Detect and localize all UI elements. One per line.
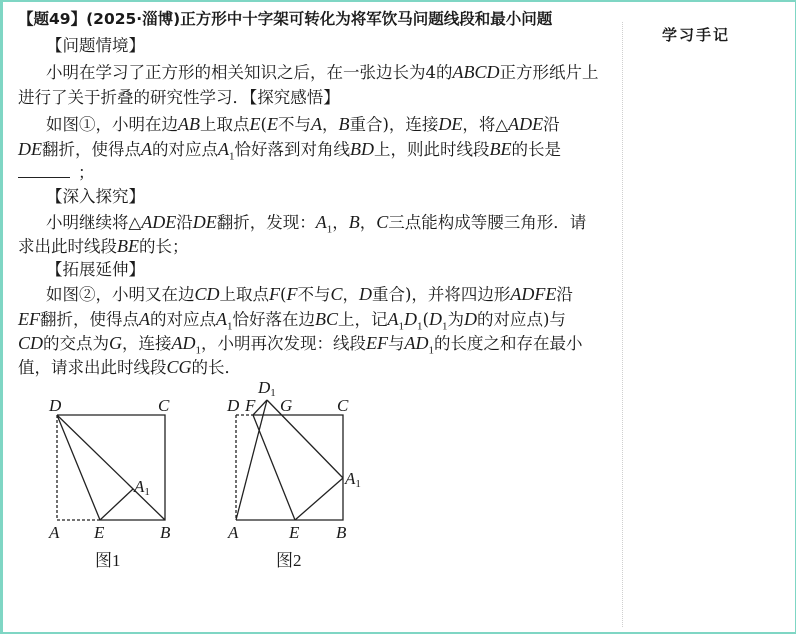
math-symbol: BE xyxy=(117,236,139,256)
math-symbol: DE xyxy=(438,114,463,134)
text-run: ( xyxy=(422,310,429,329)
math-symbol: ABCD xyxy=(452,62,500,82)
text-run: 的交点为 xyxy=(43,334,110,353)
text-run: 小明继续将△ xyxy=(46,213,142,232)
text-run: 【深入探究】 xyxy=(46,187,145,206)
text-run: 小明在学习了正方形的相关知识之后，在一张边长为4的 xyxy=(46,63,453,82)
math-symbol: $A_1$ xyxy=(218,139,235,163)
text-run: 上取点 xyxy=(200,115,250,134)
math-symbol: CD xyxy=(194,284,220,304)
fig1-label-b: B xyxy=(160,523,171,542)
text-run: 不与 xyxy=(277,115,311,134)
figure-2-caption: 图2 xyxy=(276,551,302,570)
text-run: 为 xyxy=(447,310,464,329)
text-run: 的对应点 xyxy=(150,310,216,329)
text-run: 恰好落到对角线 xyxy=(234,140,350,159)
math-symbol: EF xyxy=(366,333,389,353)
math-symbol: $A_1D_1$ xyxy=(387,309,423,333)
text-run: 【题49】(2025·淄博)正方形中十字架可转化为将军饮马问题线段和最小问题 xyxy=(18,10,553,28)
text-run: ， xyxy=(321,115,339,134)
math-symbol: CD xyxy=(18,333,44,353)
text-run: 翻折，使得点 xyxy=(42,140,141,159)
fig2-label-b: B xyxy=(336,523,347,542)
text-run: ，连接 xyxy=(122,334,172,353)
text-run: 求出此时线段 xyxy=(18,237,117,256)
math-symbol: A xyxy=(310,114,322,134)
math-symbol: F xyxy=(286,284,298,304)
text-run: 上，则此时线段 xyxy=(374,140,490,159)
math-symbol: ADE xyxy=(141,212,177,232)
text-run: 的长度之和存在最小 xyxy=(434,334,583,353)
math-symbol: EF xyxy=(18,309,40,329)
math-symbol: E xyxy=(249,114,261,134)
math-symbol: D xyxy=(358,284,372,304)
math-symbol: A xyxy=(141,139,152,159)
fig1-diagonal-bd xyxy=(57,415,165,520)
fig2-label-a1: A1 xyxy=(345,469,361,490)
math-symbol: CG xyxy=(166,357,192,377)
text-run: 的对应点)与 xyxy=(476,310,566,329)
math-symbol: AB xyxy=(178,114,200,134)
figure-1-labels xyxy=(48,396,171,570)
text-run: 上，记 xyxy=(338,310,388,329)
text-run: 与 xyxy=(388,334,405,353)
math-symbol: C xyxy=(330,284,343,304)
fig2-label-d: D xyxy=(227,396,240,415)
text-run: 【拓展延伸】 xyxy=(46,260,145,279)
text-run: 翻折，发现： xyxy=(216,213,316,232)
text-run: ， xyxy=(332,213,349,232)
text-run: 的对应点 xyxy=(152,140,218,159)
math-symbol: BC xyxy=(315,309,339,329)
math-symbol: BD xyxy=(350,139,374,159)
text-run: ( xyxy=(280,285,287,304)
text-run: 值，请求出此时线段 xyxy=(18,358,167,377)
text-run: ； xyxy=(78,163,95,182)
math-symbol: $A_1$ xyxy=(216,309,233,333)
fig2-label-e: E xyxy=(289,523,300,542)
fig2-square-sides xyxy=(236,415,343,520)
fig1-label-e: E xyxy=(94,523,105,542)
text-run: 的长是 xyxy=(511,140,561,159)
text-run: ， xyxy=(359,213,377,232)
figure-1-caption: 图1 xyxy=(95,551,121,570)
math-symbol: E xyxy=(266,114,278,134)
text-run: 重合)，连接 xyxy=(349,115,439,134)
text-run: 的长． xyxy=(191,358,242,377)
fig2-label-c: C xyxy=(337,396,349,415)
text-run: 沿 xyxy=(176,213,193,232)
math-symbol: $AD_1$ xyxy=(404,333,435,357)
math-symbol: F xyxy=(269,284,281,304)
text-run: 沿 xyxy=(543,115,560,134)
fig2-label-f: F xyxy=(245,396,256,415)
math-symbol: DE xyxy=(18,139,42,159)
fig1-de xyxy=(57,415,100,520)
figure-1 xyxy=(57,415,165,520)
fig2-label-a: A xyxy=(228,523,239,542)
math-symbol: ADFE xyxy=(510,284,557,304)
math-symbol: A xyxy=(139,309,150,329)
fig2-a1e xyxy=(295,478,343,520)
text-run: 正方形纸片上 xyxy=(499,63,599,82)
fig2-ad1 xyxy=(236,400,267,520)
study-notes-title: 学习手记 xyxy=(662,26,731,44)
math-symbol: B xyxy=(338,114,350,134)
text-run: ( xyxy=(260,115,267,134)
text-run: ， xyxy=(342,285,359,304)
fig2-label-g: G xyxy=(280,396,293,415)
fig2-d1a1 xyxy=(267,400,343,478)
text-run: 恰好落在边 xyxy=(232,310,315,329)
math-symbol: BE xyxy=(489,139,512,159)
fig1-label-d: D xyxy=(49,396,62,415)
fig1-label-a1: A1 xyxy=(134,477,150,498)
text-run: 不与 xyxy=(297,285,331,304)
fig1-label-a: A xyxy=(49,523,60,542)
math-symbol: $A_1$ xyxy=(315,212,333,236)
text-run: ，将△ xyxy=(462,115,509,134)
fig1-ea1 xyxy=(100,489,133,520)
math-symbol: C xyxy=(376,212,389,232)
math-symbol: $AD_1$ xyxy=(171,333,202,357)
text-run: 如图②，小明又在边 xyxy=(46,285,195,304)
math-symbol: D xyxy=(463,309,477,329)
fig2-fe xyxy=(253,415,295,520)
math-symbol: B xyxy=(348,212,360,232)
fig1-label-c: C xyxy=(158,396,170,415)
text-run: 的长； xyxy=(139,237,189,256)
text-run: 翻折，使得点 xyxy=(40,310,139,329)
math-symbol: G xyxy=(109,333,123,353)
text-run: 如图①，小明在边 xyxy=(46,115,178,134)
text-run: 三点能构成等腰三角形．请 xyxy=(388,213,587,232)
figure-2-labels xyxy=(226,378,361,570)
text-run: ，小明再次发现：线段 xyxy=(201,334,367,353)
math-symbol: ADE xyxy=(508,114,544,134)
text-run: 重合)，并将四边形 xyxy=(371,285,511,304)
figure-2 xyxy=(236,400,343,520)
math-symbol: DE xyxy=(192,212,217,232)
fig2-label-d1: D1 xyxy=(258,378,276,399)
text-run: 【问题情境】 xyxy=(46,36,145,55)
text-run: 上取点 xyxy=(219,285,270,304)
math-symbol: $D_1$ xyxy=(428,309,448,333)
text-run: 沿 xyxy=(556,285,573,304)
text-run: 进行了关于折叠的研究性学习．【探究感悟】 xyxy=(18,88,340,107)
